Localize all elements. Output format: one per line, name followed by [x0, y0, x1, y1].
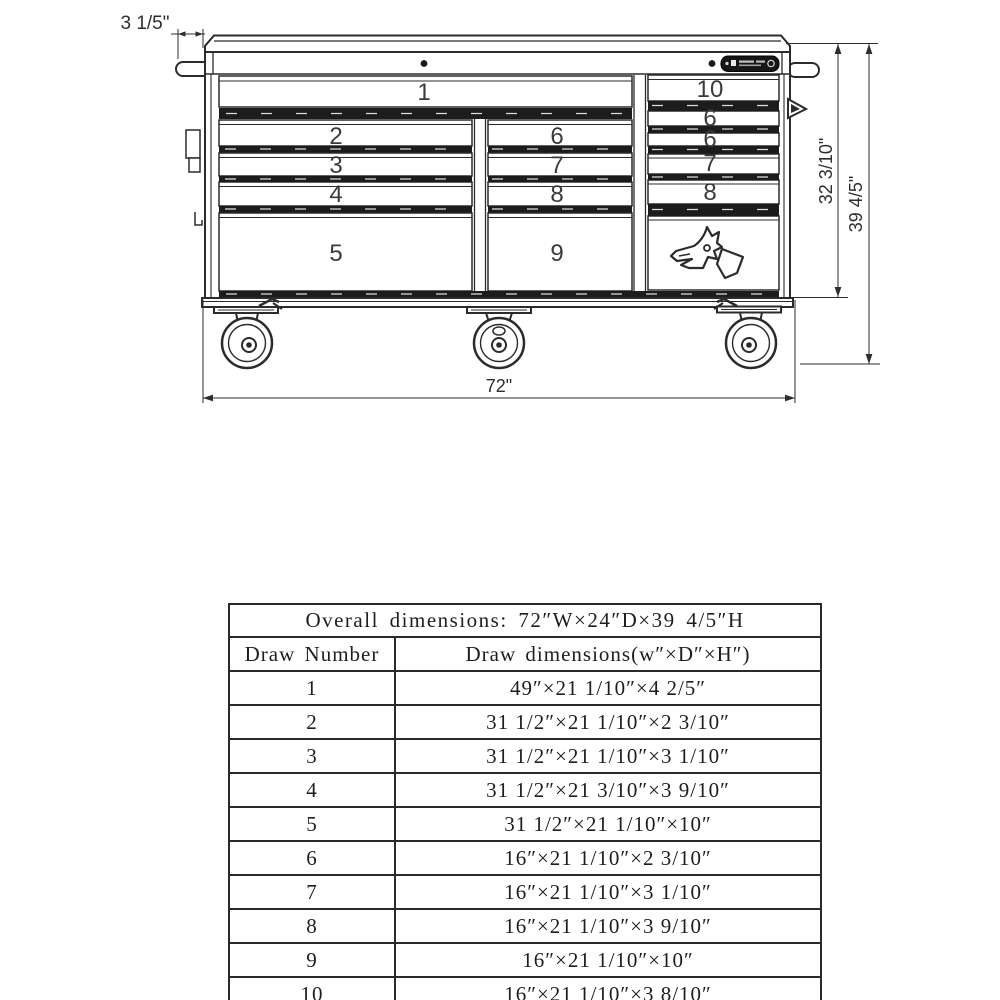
- draw-dimensions-cell: 16″×21 1/10″×2 3/10″: [395, 841, 821, 875]
- right-side-latch: [788, 99, 806, 118]
- drawer-label-2: 2: [329, 123, 343, 150]
- spec-table-title: Overall dimensions: 72″W×24″D×39 4/5″H: [229, 604, 821, 637]
- spec-table-header-dimensions: Draw dimensions(w″×D″×H″): [395, 637, 821, 671]
- table-row: [229, 943, 821, 977]
- drawer-label-5: 5: [329, 240, 343, 267]
- left-side-bracket: [186, 130, 202, 225]
- draw-number-cell: 10: [229, 977, 395, 1000]
- drawer-4-face: [219, 182, 472, 206]
- table-row: [229, 807, 821, 841]
- caster-middle-swivel: [467, 307, 531, 368]
- draw-dimensions-cell: 31 1/2″×21 1/10″×10″: [395, 807, 821, 841]
- draw-dimensions-cell: 31 1/2″×21 1/10″×3 1/10″: [395, 739, 821, 773]
- table-row: [229, 841, 821, 875]
- table-row: [229, 671, 821, 705]
- table-row: [229, 875, 821, 909]
- draw-number-cell: 1: [229, 671, 395, 705]
- drawer-label-6b-right: 6: [703, 126, 717, 153]
- drawer-label-6-mid: 6: [550, 123, 564, 150]
- table-row: [229, 773, 821, 807]
- rail-rivet-right: [709, 60, 716, 67]
- draw-dimensions-cell: 16″×21 1/10″×3 1/10″: [395, 875, 821, 909]
- draw-dimensions-cell: 31 1/2″×21 3/10″×3 9/10″: [395, 773, 821, 807]
- drawer-label-8-mid: 8: [550, 181, 564, 208]
- draw-number-cell: 7: [229, 875, 395, 909]
- dim-overall-height-label: 39 4/5": [846, 175, 866, 233]
- drawer-label-1: 1: [417, 79, 431, 106]
- dim-body-height: [786, 44, 878, 298]
- draw-dimensions-cell: 49″×21 1/10″×4 2/5″: [395, 671, 821, 705]
- drawer-label-3: 3: [329, 152, 343, 179]
- table-row: [229, 909, 821, 943]
- table-row: [229, 705, 821, 739]
- dim-body-height-label: 32 3/10": [816, 137, 836, 205]
- draw-dimensions-cell: 16″×21 1/10″×3 8/10″: [395, 977, 821, 1000]
- rail-rivet-left: [421, 60, 428, 67]
- spec-table-header-row: [229, 637, 821, 671]
- draw-dimensions-cell: 16″×21 1/10″×10″: [395, 943, 821, 977]
- caster-left-locking: [214, 299, 282, 368]
- draw-number-cell: 5: [229, 807, 395, 841]
- draw-number-cell: 6: [229, 841, 395, 875]
- dim-handle-offset-label: 3 1/5": [120, 13, 170, 34]
- draw-dimensions-cell: 31 1/2″×21 1/10″×2 3/10″: [395, 705, 821, 739]
- brand-badge-icon: [721, 56, 779, 72]
- spec-table-title-row: [229, 604, 821, 637]
- dim-overall-width-label: 72": [485, 376, 513, 396]
- draw-number-cell: 3: [229, 739, 395, 773]
- dim-handle-offset: [120, 13, 205, 59]
- drawer-5-face: [219, 213, 472, 291]
- drawer-label-7-mid: 7: [550, 152, 564, 179]
- caster-right-locking: [714, 299, 781, 368]
- right-side-handle: [788, 63, 819, 77]
- drawer-label-8-right: 8: [703, 179, 717, 206]
- cabinet-technical-drawing: [0, 0, 1000, 470]
- draw-number-cell: 8: [229, 909, 395, 943]
- draw-number-cell: 2: [229, 705, 395, 739]
- draw-number-cell: 4: [229, 773, 395, 807]
- spec-table-header-number: Draw Number: [229, 637, 395, 671]
- spec-table: [228, 603, 822, 1000]
- drawer-label-10: 10: [696, 76, 724, 103]
- drawer-3-face: [219, 153, 472, 176]
- draw-dimensions-cell: 16″×21 1/10″×3 9/10″: [395, 909, 821, 943]
- drawer-label-4: 4: [329, 181, 343, 208]
- draw-number-cell: 9: [229, 943, 395, 977]
- drawer-2-face: [219, 120, 472, 146]
- drawer-label-7-right: 7: [703, 150, 717, 177]
- drawer-label-6a-right: 6: [703, 105, 717, 132]
- dim-overall-height: [800, 44, 880, 364]
- table-row: [229, 739, 821, 773]
- drawer-label-9: 9: [550, 240, 564, 267]
- table-row: [229, 977, 821, 1000]
